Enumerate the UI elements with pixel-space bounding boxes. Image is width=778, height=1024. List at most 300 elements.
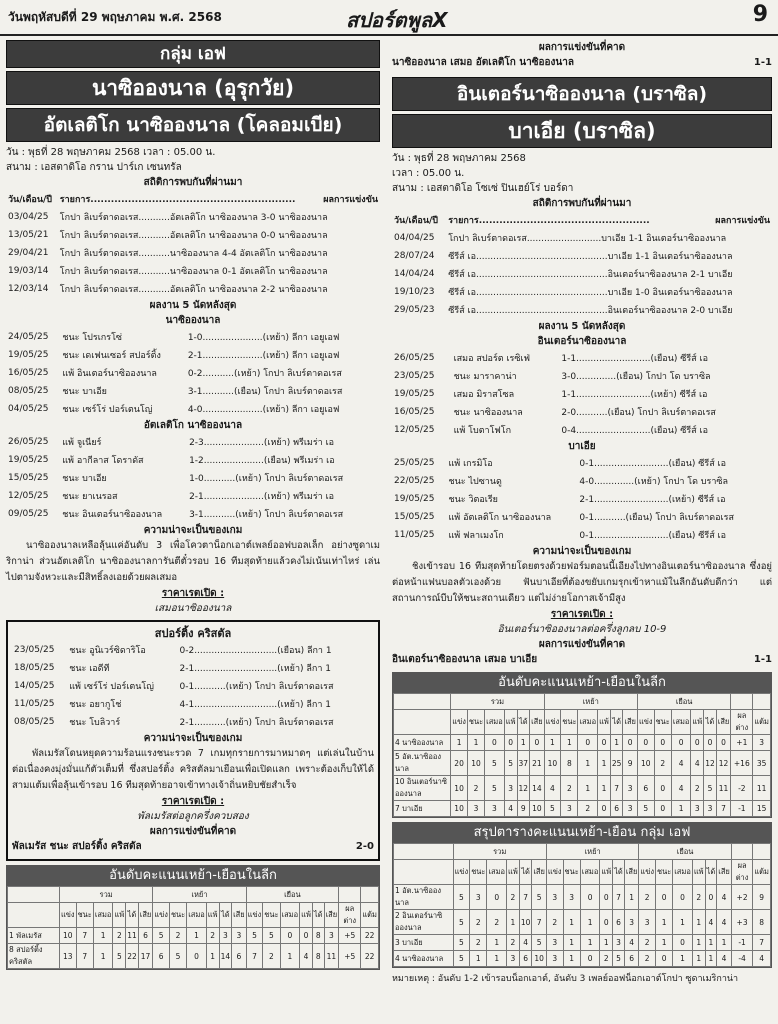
- right-standings-title: อันดับคะแนนเหย้า-เยือนในลีก: [393, 673, 771, 693]
- table-row: [6, 346, 380, 364]
- stat-cell: 5: [263, 928, 280, 944]
- cell: 11/05/25: [14, 699, 55, 709]
- cell: 25/05/25: [394, 458, 435, 468]
- stat-cell: 4: [717, 885, 732, 910]
- stat-cell: 6: [624, 951, 639, 967]
- col-header: ชนะ: [263, 903, 280, 928]
- cell: 13/05/21: [8, 230, 49, 240]
- team-col: [394, 860, 454, 885]
- stat-cell: 3: [623, 776, 638, 801]
- cell: 2-1..........................(เหย้า) ซีรีส์ เอ: [579, 495, 726, 505]
- cell: ซีรีส์ เอ..............................................บาเอีย 1-1 อินเตอร์นาซิอองนาล: [448, 252, 733, 262]
- cell: ซีรีส์ เอ..............................................อินเตอร์นาซิอองนาล 2-0 บาเอีย: [448, 306, 733, 316]
- table-row: [392, 301, 772, 319]
- cell: ชนะ เอดีที: [69, 664, 110, 674]
- stat-cell: 7: [753, 935, 771, 951]
- team-cell: 5 อัต.นาซิอองนาล: [394, 751, 451, 776]
- group-away: เยือน: [639, 844, 731, 860]
- col-header: เสมอ: [487, 860, 507, 885]
- table-row: [394, 935, 771, 951]
- stat-cell: 3: [561, 801, 578, 817]
- stat-cell: 2: [470, 935, 487, 951]
- stat-cell: 7: [716, 801, 731, 817]
- col-header: ชนะ: [654, 710, 671, 735]
- table-row: [392, 349, 772, 367]
- sc-rate-title: ราคาเรตเปิด :: [161, 796, 225, 807]
- col-header: ชนะ: [561, 710, 578, 735]
- stat-cell: +3: [731, 910, 753, 935]
- cell: 19/05/25: [8, 455, 49, 465]
- stat-cell: 2: [169, 928, 186, 944]
- stat-cell: 7: [246, 944, 263, 969]
- cell: 0-4..........................(เยือน) ซีรีส์ เอ: [561, 426, 709, 436]
- h2h-table: [392, 211, 772, 319]
- stat-cell: 2: [692, 885, 705, 910]
- col-header: ได้: [126, 903, 139, 928]
- stat-cell: 11: [716, 776, 731, 801]
- group-head: [394, 694, 771, 710]
- stat-cell: 2: [507, 885, 520, 910]
- cell: 09/05/25: [8, 509, 49, 519]
- team-cell: 3 บาเอีย: [394, 935, 454, 951]
- table-row: [6, 382, 380, 400]
- cell: ชนะ โบลิวาร์: [69, 718, 121, 728]
- group-summary-title: สรุปตารางคะแนนเหย้า-เยือน กลุ่ม เอฟ: [393, 823, 771, 843]
- col-header: แต้ม: [753, 860, 771, 885]
- cell: ชนะ อินเตอร์นาซิอองนาล: [62, 510, 163, 520]
- cell: 22/05/25: [394, 476, 435, 486]
- col-head: [8, 903, 379, 928]
- cell: ชนะ โปรเกรโซ่: [62, 333, 123, 343]
- group-total: รวม: [451, 694, 544, 710]
- cell: 04/04/25: [394, 233, 435, 243]
- top-pred: [392, 55, 772, 71]
- cell: ชนะ วิตอเรีย: [448, 495, 498, 505]
- stat-cell: 25: [610, 751, 623, 776]
- col-header: เสีย: [232, 903, 247, 928]
- sc-analysis-text: พัลเมรัสโดนหยุดความร้อนแรงชนะรวด 7 เกมทุกรายการมาหมาดๆ แต่เล่นในบ้านต่อเนื่องคงมุ่งมั่นแก้ตัวเต็มที่ ซึ่งสปอร์ติ้ง คริสตัลมาเยือนเพื่อเปิดแลก เพราะต้องเก็บให้ได้สามแต้มเพื่อลุ้นเข้ารอบ 16 ทีมสุดท้ายอาจเข้าทางเจ้าถิ่นหยิบชัยสำเร็จ: [12, 748, 374, 791]
- stat-cell: 13: [59, 944, 76, 969]
- stat-cell: 1: [705, 951, 717, 967]
- col-date: วัน/เดือน/ปี: [8, 195, 52, 205]
- stat-cell: 20: [451, 751, 468, 776]
- stat-cell: 1: [673, 951, 693, 967]
- h2h-title: สถิติการพบกันที่ผ่านมา: [143, 177, 243, 188]
- match-date: วัน : พุธที่ 28 พฤษภาคม 2568: [392, 153, 526, 164]
- page-number: 9: [752, 2, 768, 27]
- team-cell: 7 บาเอีย: [394, 801, 451, 817]
- stat-cell: 3: [324, 928, 339, 944]
- form2-table: [6, 433, 380, 523]
- stat-cell: 1: [578, 751, 598, 776]
- group-away: เยือน: [246, 887, 338, 903]
- stat-cell: 5: [169, 944, 186, 969]
- sc-pred: [12, 839, 374, 855]
- table-row: [6, 433, 380, 451]
- table-row: [392, 229, 772, 247]
- cell: แพ้ อัตเลติโก นาซิอองนาล: [448, 513, 552, 523]
- stat-cell: 0: [691, 735, 704, 751]
- home-team-banner: อินเตอร์นาซิอองนาล (บราซิล): [392, 77, 772, 111]
- pred: [392, 652, 772, 668]
- stat-cell: 1: [692, 935, 705, 951]
- stat-cell: +16: [731, 751, 753, 776]
- team2-name: บาเอีย: [568, 441, 596, 452]
- stat-cell: 5: [485, 751, 505, 776]
- cell: 04/05/25: [8, 404, 49, 414]
- cell: ชนะ ไปซานดู: [448, 477, 502, 487]
- stat-cell: 10: [467, 751, 484, 776]
- analysis-text: ชิงเข้ารอบ 16 ทีมสุดท้ายโดยตรงด้วยฟอร์มตอนนี้เอียงไปทางอินเตอร์นาซิอองนาล ซึ่งอยู่ต่อหน้าแฟนบอลตัวเองด้วย ฟันบาเอียที่ต้องขยับเกมรุกเข้าหาแม้ในลีกอันดับดีกว่า แต่สถานการณ์บีบให้ชนะสถานเดียว แต่ไม่ง่ายโอกาสเจ้ามีสูง: [392, 561, 772, 604]
- col-header: ผลต่าง: [339, 903, 361, 928]
- stat-cell: 1: [544, 735, 561, 751]
- stat-cell: 3: [624, 910, 639, 935]
- top-pred-text: นาซิอองนาล เสมอ อัตเลติโก นาซิอองนาล: [392, 57, 574, 68]
- stat-cell: 5: [453, 951, 470, 967]
- stat-cell: 8: [561, 751, 578, 776]
- cell: 16/05/25: [394, 407, 435, 417]
- match-venue: สนาม : เอสตาดิโอ โซเซ่ ปินเฮย์โร่ บอร์ดา: [392, 183, 574, 194]
- table-row: [12, 659, 374, 677]
- last5-title: ผลงาน 5 นัดหลังสุด: [538, 321, 626, 332]
- stat-cell: 6: [519, 951, 532, 967]
- pred-title: ผลการแข่งขันที่คาด: [538, 639, 626, 650]
- stat-cell: 0: [654, 801, 671, 817]
- stat-cell: 0: [637, 735, 654, 751]
- cell: 1-0...........(เหย้า) โกปา ลิเบร์ตาดอเรส: [189, 474, 344, 484]
- stat-cell: 3: [546, 935, 563, 951]
- stat-cell: 12: [517, 776, 530, 801]
- cell: 28/07/24: [394, 251, 435, 261]
- stat-cell: 0: [187, 944, 207, 969]
- stat-cell: 9: [623, 751, 638, 776]
- left-standings: [6, 865, 380, 970]
- table-row: [6, 328, 380, 346]
- sc-form-table: [12, 641, 374, 731]
- stat-cell: 10: [519, 910, 532, 935]
- cell: 12/03/14: [8, 284, 49, 294]
- table-row: [8, 944, 379, 969]
- stat-cell: 4: [504, 801, 517, 817]
- stat-cell: 0: [655, 951, 672, 967]
- stat-cell: 2: [578, 801, 598, 817]
- stat-cell: 0: [654, 735, 671, 751]
- stat-cell: 5: [453, 910, 470, 935]
- stat-cell: 12: [716, 751, 731, 776]
- stat-cell: 11: [753, 776, 771, 801]
- cell: 26/05/25: [394, 353, 435, 363]
- stat-cell: 1: [598, 776, 611, 801]
- col-header: ชนะ: [655, 860, 672, 885]
- cell: ชนะ บาเอีย: [62, 474, 107, 484]
- away-team-banner: อัตเลติโก นาซิอองนาล (โคลอมเบีย): [6, 108, 380, 142]
- stat-cell: 1: [624, 885, 639, 910]
- group-home: เหย้า: [546, 844, 638, 860]
- sc-rate-text: พัลเมรัสต่อลูกครึ่งควบสอง: [137, 811, 249, 822]
- stat-cell: 3: [639, 910, 656, 935]
- stat-cell: 1: [187, 928, 207, 944]
- table-row: [12, 695, 374, 713]
- stat-cell: 3: [563, 885, 580, 910]
- cell: 23/05/25: [394, 371, 435, 381]
- col-header: แพ้: [692, 860, 705, 885]
- cell: โกปา ลิเบร์ตาดอเรส...........นาซิอองนาล 0-1 อัตเลติโก นาซิอองนาล: [59, 267, 328, 277]
- stat-cell: 35: [753, 751, 771, 776]
- rate-title: ราคาเรตเปิด :: [550, 609, 614, 620]
- cell: แพ้ เกรมิโอ: [448, 459, 493, 469]
- sc-analysis-title: ความน่าจะเป็นของเกม: [143, 733, 243, 744]
- match-date: วัน : พุธที่ 28 พฤษภาคม 2568 เวลา : 05.00 น.: [6, 147, 216, 158]
- stat-cell: 1: [280, 944, 300, 969]
- cell: 23/05/25: [14, 645, 55, 655]
- stat-cell: 4: [544, 776, 561, 801]
- col-header: เสมอ: [671, 710, 691, 735]
- cell: โกปา ลิเบร์ตาดอเรส...........นาซิอองนาล 4-4 อัตเลติโก นาซิอองนาล: [59, 249, 328, 259]
- stat-cell: 1: [563, 951, 580, 967]
- cell: 08/05/25: [14, 717, 55, 727]
- col-header: เสมอ: [280, 903, 300, 928]
- table-row: [392, 283, 772, 301]
- stat-cell: 5: [453, 935, 470, 951]
- table-row: [394, 951, 771, 967]
- team-cell: 1 พัลเมรัส: [8, 928, 60, 944]
- col-header: แพ้: [598, 710, 611, 735]
- cell: 2-1...........(เหย้า) โกปา ลิเบร์ตาดอเรส: [179, 718, 334, 728]
- cell: 18/05/25: [14, 663, 55, 673]
- stat-cell: 1: [507, 910, 520, 935]
- form2-table: [392, 454, 772, 544]
- cell: โกปา ลิเบร์ตาดอเรส..........................บาเอีย 1-1 อินเตอร์นาซิอองนาล: [448, 234, 727, 244]
- stat-cell: 1: [517, 735, 530, 751]
- col-header: ชนะ: [169, 903, 186, 928]
- left-standings-title: อันดับคะแนนเหย้า-เยือนในลีก: [7, 866, 379, 886]
- col-header: เสีย: [717, 860, 732, 885]
- stat-cell: 0: [580, 885, 600, 910]
- stat-cell: 22: [361, 944, 379, 969]
- col-comp: รายการ............................................................: [59, 195, 296, 205]
- stat-cell: 2: [654, 751, 671, 776]
- cell: 3-1...........(เยือน) โกปา ลิเบร์ตาดอเรส: [187, 387, 343, 397]
- cell: 19/05/25: [394, 494, 435, 504]
- cell: 14/05/25: [14, 681, 55, 691]
- col-header: เสมอ: [673, 860, 693, 885]
- stat-cell: 3: [546, 885, 563, 910]
- stat-cell: 3: [232, 928, 247, 944]
- col-result: ผลการแข่งขัน: [323, 195, 378, 205]
- cell: เสมอ มิราสโซล: [453, 390, 515, 400]
- stat-cell: 2: [546, 910, 563, 935]
- stat-cell: 5: [532, 885, 547, 910]
- cell: 12/05/25: [394, 425, 435, 435]
- col-header: แข่ง: [453, 860, 470, 885]
- stat-cell: 5: [153, 928, 170, 944]
- stat-cell: 1: [673, 910, 693, 935]
- team-col: [8, 903, 60, 928]
- page-header: [0, 0, 778, 36]
- cell: 24/05/25: [8, 332, 49, 342]
- cell: 15/05/25: [394, 512, 435, 522]
- table-row: [394, 885, 771, 910]
- col-header: ชนะ: [76, 903, 93, 928]
- col-header: แต้ม: [753, 710, 771, 735]
- col-header: เสีย: [138, 903, 153, 928]
- table-row: [392, 472, 772, 490]
- stat-cell: 3: [507, 951, 520, 967]
- group-total: รวม: [59, 887, 152, 903]
- sc-team-name: สปอร์ติ้ง คริสตัล: [154, 627, 232, 640]
- col-head: [394, 860, 771, 885]
- table-row: [6, 244, 380, 262]
- stat-cell: -1: [731, 935, 753, 951]
- team-cell: 10 อินเตอร์นาซิอองนาล: [394, 776, 451, 801]
- issue-date: วันพฤหัสบดีที่ 29 พฤษภาคม พ.ศ. 2568: [8, 10, 222, 24]
- col-header: เสมอ: [187, 903, 207, 928]
- stat-cell: 17: [138, 944, 153, 969]
- col-header: ได้: [613, 860, 625, 885]
- stat-cell: 2: [206, 928, 219, 944]
- stat-cell: 4: [717, 951, 732, 967]
- rate-text: เสมอนาซิอองนาล: [154, 603, 232, 614]
- group-away: เยือน: [637, 694, 730, 710]
- stat-cell: 2: [691, 776, 704, 801]
- cell: ชนะ อยากูโช่: [69, 700, 122, 710]
- stat-cell: 0: [578, 735, 598, 751]
- stat-cell: 1: [692, 951, 705, 967]
- cell: แพ้ อากีลาส โดราดัส: [62, 456, 144, 466]
- cell: 0-2...........(เหย้า) โกปา ลิเบร์ตาดอเรส: [187, 369, 342, 379]
- stat-cell: 14: [530, 776, 545, 801]
- cell: 1-1..........................(เยือน) ซีรีส์ เอ: [561, 354, 709, 364]
- stat-cell: 5: [532, 935, 547, 951]
- stat-cell: 10: [544, 751, 561, 776]
- stat-cell: 7: [610, 776, 623, 801]
- stat-cell: 7: [76, 944, 93, 969]
- stat-cell: 0: [485, 735, 505, 751]
- analysis-title: ความน่าจะเป็นของเกม: [532, 546, 632, 557]
- stat-cell: 10: [532, 951, 547, 967]
- col-header: แข่ง: [546, 860, 563, 885]
- stat-cell: 5: [613, 951, 625, 967]
- stat-cell: 1: [655, 935, 672, 951]
- stat-cell: 0: [280, 928, 300, 944]
- stat-cell: 10: [530, 801, 545, 817]
- cell: 08/05/25: [8, 386, 49, 396]
- table-row: [6, 208, 380, 226]
- stat-cell: 1: [578, 776, 598, 801]
- stat-cell: 3: [613, 935, 625, 951]
- cell: แพ้ อินเตอร์นาซิอองนาล: [62, 369, 157, 379]
- col-header: เสีย: [624, 860, 639, 885]
- stat-cell: 4: [753, 951, 771, 967]
- stat-cell: -1: [731, 801, 753, 817]
- rate-text: อินเตอร์นาซิอองนาลต่อครึ่งลูกลบ 10-9: [497, 624, 667, 635]
- table-row: [12, 713, 374, 731]
- col-header: ได้: [219, 903, 232, 928]
- pred-text: อินเตอร์นาซิอองนาล เสมอ บาเอีย: [392, 654, 538, 665]
- col-header: แพ้: [300, 903, 313, 928]
- stat-cell: 9: [753, 885, 771, 910]
- stat-cell: 1: [717, 935, 732, 951]
- cell: ชนะ ยาเนรอส: [62, 492, 118, 502]
- stat-cell: 5: [246, 928, 263, 944]
- stat-cell: 3: [504, 776, 517, 801]
- stat-cell: 5: [704, 776, 717, 801]
- col-header: ชนะ: [467, 710, 484, 735]
- col-header: เสมอ: [580, 860, 600, 885]
- stat-cell: 0: [580, 951, 600, 967]
- stat-cell: 5: [453, 885, 470, 910]
- stat-cell: 4: [691, 751, 704, 776]
- stat-cell: 2: [507, 935, 520, 951]
- cell: ชนะ บาเอีย: [62, 387, 107, 397]
- col-header: เสมอ: [485, 710, 505, 735]
- cell: 14/04/24: [394, 269, 435, 279]
- stat-cell: 0: [504, 735, 517, 751]
- sc-pred-text: พัลเมรัส ชนะ สปอร์ติ้ง คริสตัล: [12, 841, 142, 852]
- table-row: [6, 400, 380, 418]
- stat-cell: 0: [673, 935, 693, 951]
- stat-cell: 4: [300, 944, 313, 969]
- stat-cell: 1: [705, 935, 717, 951]
- cell: 26/05/25: [8, 437, 49, 447]
- col-header: แข่ง: [246, 903, 263, 928]
- stat-cell: 14: [219, 944, 232, 969]
- col-header: ได้: [519, 860, 532, 885]
- col-header: แข่ง: [544, 710, 561, 735]
- col-header: แพ้: [206, 903, 219, 928]
- stat-cell: 5: [504, 751, 517, 776]
- stat-cell: 0: [623, 735, 638, 751]
- col-header: เสีย: [324, 903, 339, 928]
- table-row: [392, 265, 772, 283]
- table-row: [12, 641, 374, 659]
- stat-cell: 3: [704, 801, 717, 817]
- stat-cell: 0: [716, 735, 731, 751]
- stat-cell: 2: [467, 776, 484, 801]
- col-header: เสีย: [532, 860, 547, 885]
- stat-cell: 6: [153, 944, 170, 969]
- cell: 4-1.............................(เหย้า) ลีกา 1: [179, 700, 331, 710]
- cell: 12/05/25: [8, 491, 49, 501]
- stat-cell: 3: [470, 885, 487, 910]
- right-standings: [392, 672, 772, 818]
- left-standings-table: [7, 886, 379, 969]
- stat-cell: 1: [563, 910, 580, 935]
- stat-cell: 6: [138, 928, 153, 944]
- stat-cell: 0: [300, 928, 313, 944]
- stat-cell: 2: [561, 776, 578, 801]
- cell: 3-0..............(เยือน) โกปา โด บราซิล: [561, 372, 711, 382]
- group-banner: กลุ่ม เอฟ: [6, 40, 380, 68]
- table-row: [6, 364, 380, 382]
- stat-cell: 8: [753, 910, 771, 935]
- analysis-text: นาซิอองนาลเหลือลุ้นแค่อันดับ 3 เพื่อโควตาน็อกเอาต์เพลย์ออฟบอลเล็ก อย่างซูดาเมริกาน่า ส่วนอัตเลติโก นาซิอองนาลการันตีตั๋วรอบ 16 ทีมสุดท้ายแล้วคงไม่เน้นเท่าไหร่ เล่นไปตามจังหวะและมีสิทธิ์ลงเอยด้วยผลเสมอ: [6, 540, 380, 583]
- stat-cell: 4: [705, 910, 717, 935]
- stat-cell: 7: [76, 928, 93, 944]
- cell: 4-0..............(เหย้า) โกปา โด บราซิล: [579, 477, 729, 487]
- right-column: [392, 40, 772, 985]
- stat-cell: 2: [487, 910, 507, 935]
- stat-cell: 4: [671, 776, 691, 801]
- col-header: แข่ง: [59, 903, 76, 928]
- cell: ชนะ เดเฟนเซอร์ สปอร์ติ้ง: [62, 351, 161, 361]
- cell: 0-1...........(เหย้า) โกปา ลิเบร์ตาดอเรส: [179, 682, 334, 692]
- cell: ซีรีส์ เอ..............................................อินเตอร์นาซิอองนาล 2-1 บาเอีย: [448, 270, 733, 280]
- col-head: [394, 710, 771, 735]
- group-summary: [392, 822, 772, 968]
- cell: แพ้ เซร์โร่ ปอร์เตนโญ่: [69, 682, 154, 692]
- sc-pred-title: ผลการแข่งขันที่คาด: [149, 826, 237, 837]
